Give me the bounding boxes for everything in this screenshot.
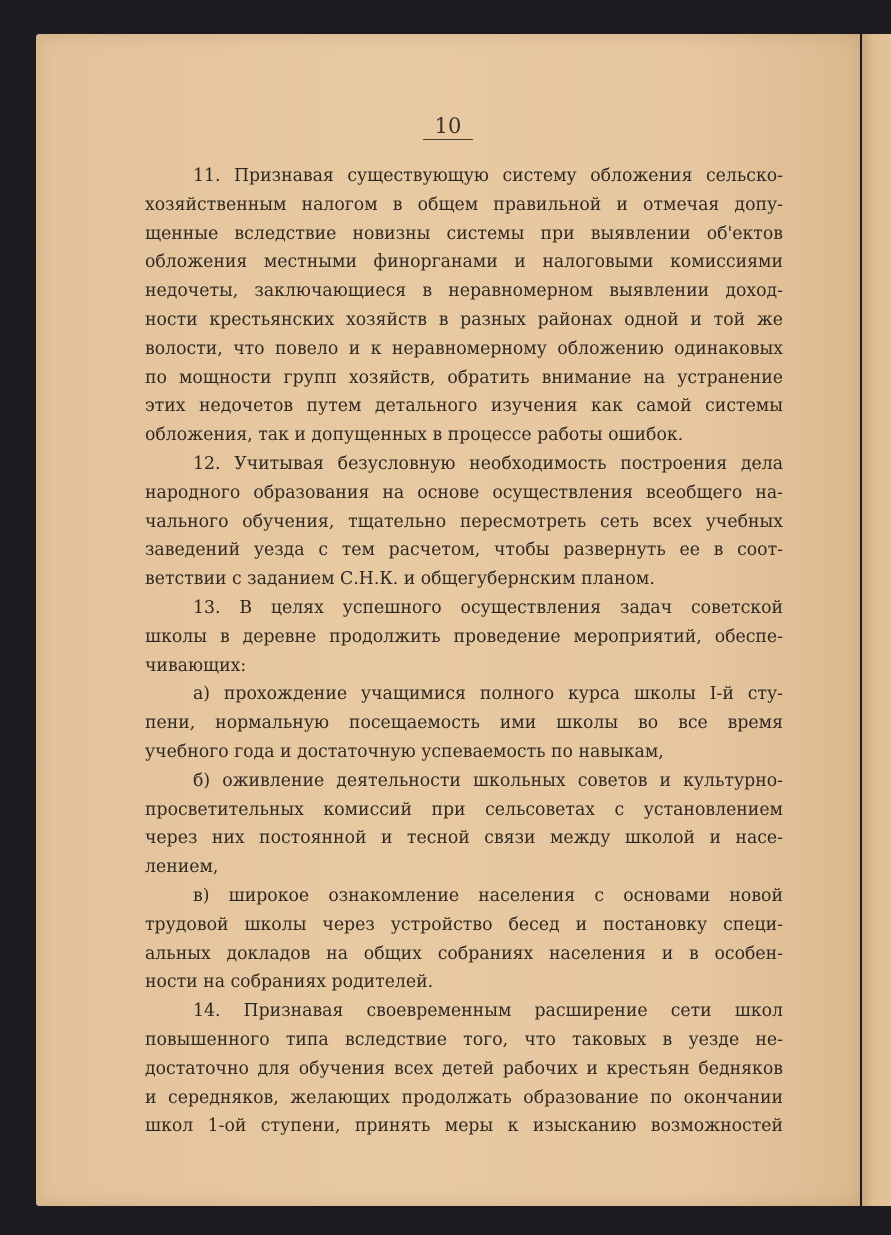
text-line: трудовой школы через устройство бесед и постановку специ- (145, 914, 783, 935)
text-line: через них постоянной и тесной связи между школой и насе- (145, 828, 783, 849)
text-line: волости, что повело и к неравномерному обложению одинаковых (145, 338, 783, 359)
text-line: просветительных комиссий при сельсоветах с установлением (145, 799, 783, 820)
text-line: обложения местными финорганами и налоговыми комиссиями (145, 252, 783, 273)
text-line: 14. Признавая своевременным расширение сети школ (193, 1001, 783, 1022)
text-line: обложения, так и допущенных в процессе работы ошибок. (145, 425, 684, 446)
text-line: б) оживление деятельности школьных советов и культурно- (193, 770, 783, 791)
document-page (36, 34, 860, 1206)
text-line: пени, нормальную посещаемость ими школы во все время (145, 713, 783, 734)
text-line: учебного года и достаточную успеваемость по навыкам, (145, 741, 664, 762)
text-line: достаточно для обучения всех детей рабочих и крестьян бедняков (145, 1058, 783, 1079)
text-line: 13. В целях успешного осуществления задач советской (193, 597, 783, 618)
text-line: 11. Признавая существующую систему обложения сельско- (193, 166, 783, 186)
text-line: чивающих: (145, 655, 247, 676)
body-text (145, 162, 783, 1141)
text-line: заведений уезда с тем расчетом, чтобы развернуть ее в соот- (145, 540, 783, 561)
text-line: недочеты, заключающиеся в неравномерном выявлении доход- (145, 281, 783, 302)
text-line: щенные вследствие новизны системы при выявлении об'ектов (145, 223, 783, 244)
text-line: хозяйственным налогом в общем правильной и отмечая допу- (145, 194, 783, 215)
text-line: альных докладов на общих собраниях населения и в особен- (145, 943, 783, 964)
text-line: чального обучения, тщательно пересмотреть сеть всех учебных (145, 511, 783, 532)
text-line: лением, (145, 857, 219, 878)
text-line: ветствии с заданием С.Н.К. и общегубернским планом. (145, 569, 655, 590)
text-line: по мощности групп хозяйств, обратить внимание на устранение (145, 367, 783, 388)
text-line: народного образования на основе осуществления всеобщего на- (145, 482, 783, 503)
text-line: повышенного типа вследствие того, что таковых в уезде не- (145, 1029, 783, 1050)
text-line: этих недочетов путем детального изучения как самой системы (145, 396, 783, 417)
text-line: школ 1-ой ступени, принять меры к изысканию возможностей (145, 1116, 783, 1137)
text-line: в) широкое ознакомление населения с основами новой (193, 885, 783, 906)
page-number: 10 (36, 114, 860, 140)
next-page-edge (862, 34, 891, 1206)
text-line: 12. Учитывая безусловную необходимость построения дела (193, 453, 783, 474)
text-line: а) прохождение учащимися полного курса школы I-й сту- (193, 684, 783, 705)
text-line: школы в деревне продолжить проведение мероприятий, обеспе- (145, 626, 783, 647)
text-line: ности на собраниях родителей. (145, 972, 434, 993)
text-line: ности крестьянских хозяйств в разных районах одной и той же (145, 309, 783, 330)
text-line: и середняков, желающих продолжать образование по окончании (145, 1087, 783, 1108)
